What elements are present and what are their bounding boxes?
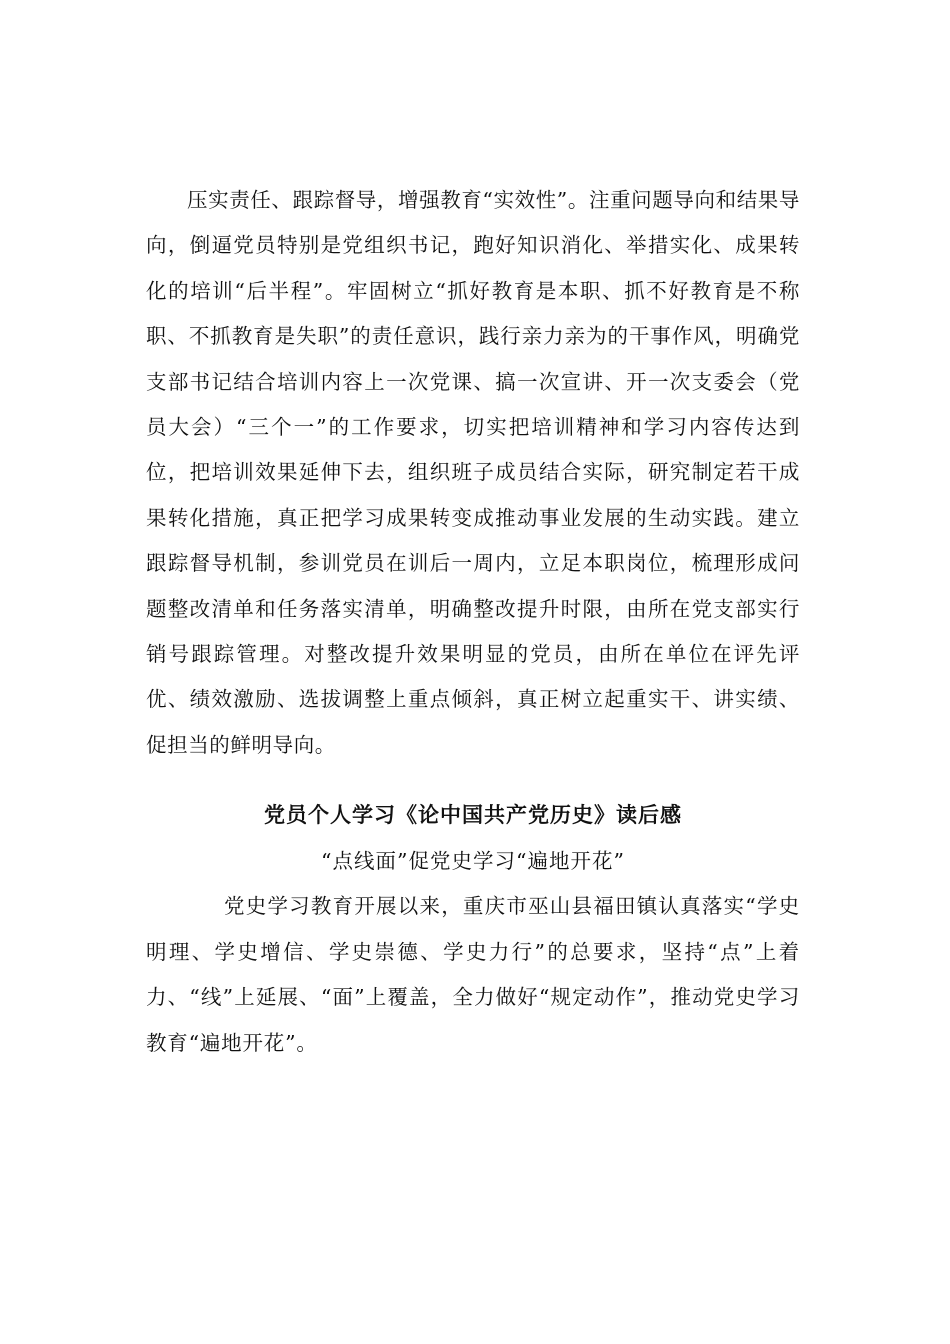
document-body (146, 178, 800, 1066)
body-paragraph-intro: 党史学习教育开展以来，重庆市巫山县福田镇认真落实“学史明理、学史增信、学史崇德、学史力行”的总要求，坚持“点”上着力、“线”上延展、“面”上覆盖，全力做好“规定动作”，推动党史学习教育“遍地开花”。 (146, 894, 800, 1055)
article-title: 党员个人学习《论中国共产党历史》读后感 (264, 802, 682, 828)
body-paragraph-accountability: 压实责任、跟踪督导，增强教育“实效性”。注重问题导向和结果导向，倒逼党员特别是党组织书记，跑好知识消化、举措实化、成果转化的培训“后半程”。牢固树立“抓好教育是本职、抓不好教育是不称职、不抓教育是失职”的责任意识，践行亲力亲为的干事作风，明确党支部书记结合培训内容上一次党课、搞一次宣讲、开一次支委会（党员大会）“三个一”的工作要求，切实把培训精神和学习内容传达到位，把培训效果延伸下去，组织班子成员结合实际，研究制定若干成果转化措施，真正把学习成果转变成推动事业发展的生动实践。建立跟踪督导机制，参训党员在训后一周内，立足本职岗位，梳理形成问题整改清单和任务落实清单，明确整改提升时限，由所在党支部实行销号跟踪管理。对整改提升效果明显的党员，由所在单位在评先评优、绩效激励、选拔调整上重点倾斜，真正树立起重实干、讲实绩、促担当的鲜明导向。 (146, 188, 800, 757)
article-subtitle: “点线面”促党史学习“遍地开花” (321, 849, 625, 874)
